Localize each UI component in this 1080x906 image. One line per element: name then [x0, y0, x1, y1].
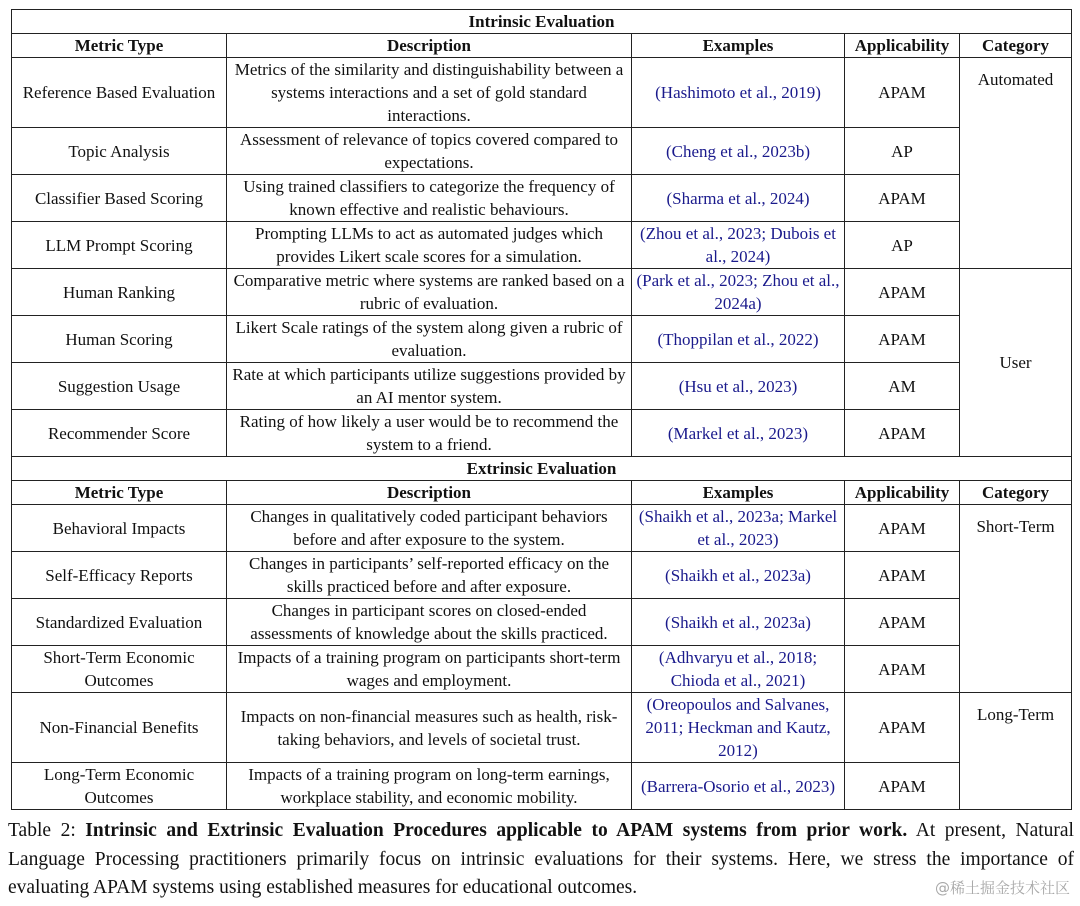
applicability-cell: APAM: [845, 693, 960, 763]
description-cell: Comparative metric where systems are ranked based on a rubric of evaluation.: [227, 269, 632, 316]
description-cell: Changes in qualitatively coded participant behaviors before and after exposure to the system.: [227, 505, 632, 552]
category-cell: User: [960, 269, 1072, 457]
citation-link[interactable]: (Adhvaryu et al., 2018; Chioda et al., 2021): [632, 646, 845, 693]
header-metric-type: Metric Type: [12, 34, 227, 58]
description-cell: Impacts of a training program on participants short-term wages and employment.: [227, 646, 632, 693]
applicability-cell: APAM: [845, 646, 960, 693]
header-applicability: Applicability: [845, 34, 960, 58]
table-row: [12, 552, 1072, 599]
table-row: [12, 58, 1072, 128]
description-cell: Rating of how likely a user would be to recommend the system to a friend.: [227, 410, 632, 457]
metric-cell: Classifier Based Scoring: [12, 175, 227, 222]
caption-text: At present, Natural Language Processing practitioners primarily focus on intrinsic evaluations for their systems. Here, we stress the importance of evaluating APAM systems using established measures for educational outcomes.: [8, 820, 1074, 898]
metric-cell: Suggestion Usage: [12, 363, 227, 410]
metric-cell: Human Ranking: [12, 269, 227, 316]
table-row: [12, 763, 1072, 810]
extrinsic-section-title: Extrinsic Evaluation: [12, 457, 1072, 481]
description-cell: Metrics of the similarity and distinguishability between a systems interactions and a set of gold standard interactions.: [227, 58, 632, 128]
applicability-cell: APAM: [845, 269, 960, 316]
citation-link[interactable]: (Shaikh et al., 2023a; Markel et al., 2023): [632, 505, 845, 552]
citation-link[interactable]: (Shaikh et al., 2023a): [632, 599, 845, 646]
metric-cell: Short-Term Economic Outcomes: [12, 646, 227, 693]
description-cell: Impacts of a training program on long-term earnings, workplace stability, and economic mobility.: [227, 763, 632, 810]
applicability-cell: AP: [845, 222, 960, 269]
table-row: [12, 175, 1072, 222]
header-metric-type: Metric Type: [12, 481, 227, 505]
intrinsic-section-title: Intrinsic Evaluation: [12, 10, 1072, 34]
metric-cell: Long-Term Economic Outcomes: [12, 763, 227, 810]
table-caption: [8, 817, 1074, 903]
metric-cell: Topic Analysis: [12, 128, 227, 175]
table-row: [12, 410, 1072, 457]
applicability-cell: AM: [845, 363, 960, 410]
citation-link[interactable]: (Zhou et al., 2023; Dubois et al., 2024): [632, 222, 845, 269]
description-cell: Prompting LLMs to act as automated judges which provides Likert scale scores for a simulation.: [227, 222, 632, 269]
table-row: [12, 316, 1072, 363]
description-cell: Using trained classifiers to categorize the frequency of known effective and realistic behaviours.: [227, 175, 632, 222]
header-row: [12, 481, 1072, 505]
citation-link[interactable]: (Oreopoulos and Salvanes, 2011; Heckman and Kautz, 2012): [632, 693, 845, 763]
category-cell: Short-Term: [960, 505, 1072, 693]
evaluation-table: [11, 9, 1072, 810]
description-cell: Rate at which participants utilize suggestions provided by an AI mentor system.: [227, 363, 632, 410]
metric-cell: Human Scoring: [12, 316, 227, 363]
citation-link[interactable]: (Shaikh et al., 2023a): [632, 552, 845, 599]
category-cell: Long-Term: [960, 693, 1072, 810]
metric-cell: Reference Based Evaluation: [12, 58, 227, 128]
description-cell: Changes in participant scores on closed-ended assessments of knowledge about the skills practiced.: [227, 599, 632, 646]
metric-cell: Self-Efficacy Reports: [12, 552, 227, 599]
table-row: [12, 128, 1072, 175]
applicability-cell: AP: [845, 128, 960, 175]
metric-cell: Standardized Evaluation: [12, 599, 227, 646]
watermark: @稀土掘金技术社区: [934, 879, 1070, 897]
header-description: Description: [227, 481, 632, 505]
applicability-cell: APAM: [845, 505, 960, 552]
metric-cell: Behavioral Impacts: [12, 505, 227, 552]
metric-cell: Recommender Score: [12, 410, 227, 457]
applicability-cell: APAM: [845, 175, 960, 222]
applicability-cell: APAM: [845, 58, 960, 128]
metric-cell: Non-Financial Benefits: [12, 693, 227, 763]
citation-link[interactable]: (Markel et al., 2023): [632, 410, 845, 457]
header-examples: Examples: [632, 481, 845, 505]
metric-cell: LLM Prompt Scoring: [12, 222, 227, 269]
table-row: [12, 693, 1072, 763]
applicability-cell: APAM: [845, 763, 960, 810]
description-cell: Assessment of relevance of topics covered compared to expectations.: [227, 128, 632, 175]
applicability-cell: APAM: [845, 599, 960, 646]
description-cell: Impacts on non-financial measures such as health, risk-taking behaviors, and levels of societal trust.: [227, 693, 632, 763]
citation-link[interactable]: (Hashimoto et al., 2019): [632, 58, 845, 128]
citation-link[interactable]: (Barrera-Osorio et al., 2023): [632, 763, 845, 810]
header-description: Description: [227, 34, 632, 58]
applicability-cell: APAM: [845, 316, 960, 363]
table-row: [12, 222, 1072, 269]
table-row: [12, 646, 1072, 693]
category-cell: Automated: [960, 58, 1072, 269]
citation-link[interactable]: (Hsu et al., 2023): [632, 363, 845, 410]
description-cell: Changes in participants’ self-reported efficacy on the skills practiced before and after exposure.: [227, 552, 632, 599]
table-row: [12, 363, 1072, 410]
header-category: Category: [960, 481, 1072, 505]
description-cell: Likert Scale ratings of the system along given a rubric of evaluation.: [227, 316, 632, 363]
citation-link[interactable]: (Sharma et al., 2024): [632, 175, 845, 222]
citation-link[interactable]: (Thoppilan et al., 2022): [632, 316, 845, 363]
table-row: [12, 505, 1072, 552]
caption-label: Table 2:: [8, 820, 76, 841]
header-row: [12, 34, 1072, 58]
caption-bold: Intrinsic and Extrinsic Evaluation Procedures applicable to APAM systems from prior work.: [85, 820, 908, 841]
applicability-cell: APAM: [845, 410, 960, 457]
citation-link[interactable]: (Cheng et al., 2023b): [632, 128, 845, 175]
applicability-cell: APAM: [845, 552, 960, 599]
table-row: [12, 269, 1072, 316]
header-applicability: Applicability: [845, 481, 960, 505]
header-category: Category: [960, 34, 1072, 58]
header-examples: Examples: [632, 34, 845, 58]
citation-link[interactable]: (Park et al., 2023; Zhou et al., 2024a): [632, 269, 845, 316]
table-row: [12, 599, 1072, 646]
